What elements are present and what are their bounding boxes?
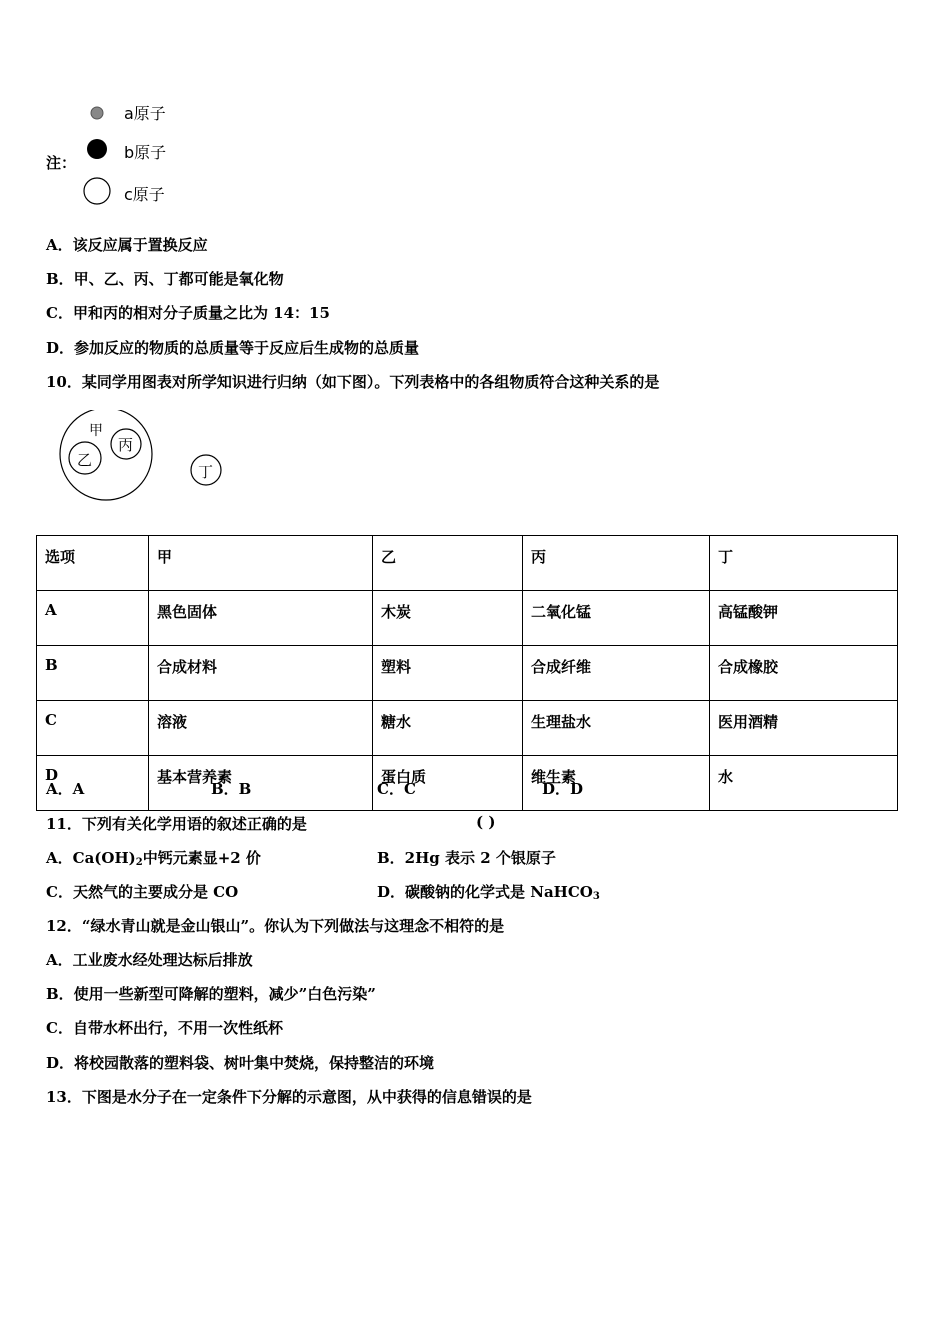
table-cell: 水 [710,756,898,811]
q11-option-d [377,881,600,902]
q10-stem: 10．某同学用图表对所学知识进行归纳（如下图）。下列表格中的各组物质符合这种关系的是 [46,373,660,391]
q11-option-a-pre: A．Ca(OH) [46,849,136,867]
q11-option-d-sub: 3 [592,891,600,902]
table-header-cell: 丁 [710,536,898,591]
q12-option-c: C．自带水杯出行，不用一次性纸杯 [46,1019,283,1037]
q12-option-b: B．使用一些新型可降解的塑料，减少”白色污染” [46,985,376,1003]
q10-options-table [36,535,898,811]
table-cell: 高锰酸钾 [710,591,898,646]
table-header-cell: 乙 [373,536,523,591]
q10-answer-b: B．B [211,780,252,798]
atom-c-icon [84,178,110,204]
table-cell: 合成纤维 [523,646,710,701]
q12-option-d: D．将校园散落的塑料袋、树叶集中焚烧，保持整洁的环境 [46,1054,435,1072]
legend-label-b: b原子 [124,143,167,162]
table-cell: 塑料 [373,646,523,701]
q10-answer-d: D．D [542,780,584,798]
venn-label-inner2: 丙 [118,436,134,454]
table-cell: 基本营养素 [149,756,373,811]
table-cell: C [37,701,149,756]
legend-note: 注： [46,154,77,172]
table-cell: 维生素 [523,756,710,811]
q11-option-c: C．天然气的主要成分是 CO [46,883,239,901]
q11-option-b: B．2Hg 表示 2 个银原子 [377,849,556,867]
q11-answer-paren: ( ) [476,813,496,831]
q9-option-a: A．该反应属于置换反应 [46,236,208,254]
venn-outer-circle [60,410,152,500]
q9-option-c: C．甲和丙的相对分子质量之比为 14：15 [46,304,330,322]
q11-stem: 11．下列有关化学用语的叙述正确的是 [46,815,307,833]
q12-option-a: A．工业废水经处理达标后排放 [46,951,253,969]
table-cell: B [37,646,149,701]
legend-label-c: c原子 [124,185,165,204]
table-row [37,756,898,811]
legend-atoms-svg [80,98,120,210]
table-cell: 黑色固体 [149,591,373,646]
table-cell: 蛋白质 [373,756,523,811]
q9-option-d: D．参加反应的物质的总质量等于反应后生成物的总质量 [46,339,420,357]
table-header-cell: 选项 [37,536,149,591]
table-header-cell: 甲 [149,536,373,591]
table-cell: 生理盐水 [523,701,710,756]
table-cell: 合成橡胶 [710,646,898,701]
table-cell: 合成材料 [149,646,373,701]
table-cell: 木炭 [373,591,523,646]
table-row [37,646,898,701]
venn-label-outer: 甲 [89,423,103,439]
table-cell: D [37,756,149,811]
atom-a-icon [91,107,103,119]
q9-option-b: B．甲、乙、丙、丁都可能是氧化物 [46,270,284,288]
table-cell: 糖水 [373,701,523,756]
table-cell: 溶液 [149,701,373,756]
table-row [37,591,898,646]
table-row [37,701,898,756]
table-cell: A [37,591,149,646]
venn-label-outside: 丁 [198,463,214,481]
table-cell: 医用酒精 [710,701,898,756]
q10-answer-a: A．A [46,780,85,798]
venn-label-inner1: 乙 [77,451,93,469]
q11-option-d-pre: D．碳酸钠的化学式是 NaHCO [377,883,593,901]
atom-b-icon [87,139,107,159]
table-header-row [37,536,898,591]
table-cell: 二氧化锰 [523,591,710,646]
q13-stem: 13．下图是水分子在一定条件下分解的示意图，从中获得的信息错误的是 [46,1088,532,1106]
legend-label-a: a原子 [124,104,166,123]
q11-option-a-sub: 2 [135,857,143,868]
table-header-cell: 丙 [523,536,710,591]
q11-option-a-post: 中钙元素显+2 价 [142,849,261,867]
q12-stem: 12．“绿水青山就是金山银山”。你认为下列做法与这理念不相符的是 [46,917,505,935]
q10-answer-c: C．C [377,780,416,798]
q11-option-a [46,847,261,868]
